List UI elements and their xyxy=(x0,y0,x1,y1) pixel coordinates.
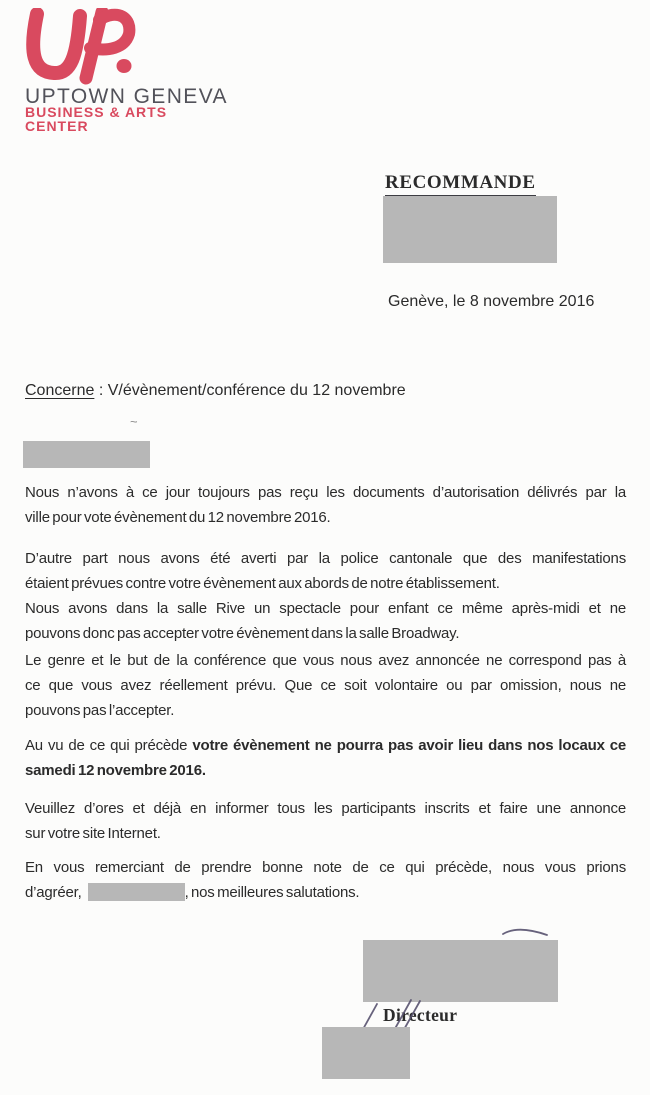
director-title: Directeur xyxy=(383,1005,458,1025)
subject-line xyxy=(25,380,406,402)
paragraph-documents xyxy=(25,480,626,530)
uptown-logo-icon xyxy=(24,8,136,88)
redacted-stamp xyxy=(322,1027,410,1079)
cancellation-bold-date: samedi 12 novembre 2016. xyxy=(25,762,206,779)
cancellation-lead: Au vu de ce qui précède xyxy=(25,737,188,754)
date-line: Genève, le 8 novembre 2016 xyxy=(388,293,595,310)
subject-label: Concerne xyxy=(25,382,95,399)
subject-text: : V/évènement/conférence du 12 novembre xyxy=(94,382,406,399)
paragraph-inform-participants xyxy=(25,796,626,846)
body-line: pouvons donc pas accepter votre évènement dans la salle Broadway. xyxy=(25,625,460,642)
body-line: Nous avons dans la salle Rive un spectacle pour enfant ce même après-midi et ne xyxy=(25,600,626,617)
paragraph-cancellation xyxy=(25,733,626,783)
body-line: ce que vous avez réellement prévu. Que ce soit volontaire ou par omission, nous ne xyxy=(25,677,626,694)
signature-strokes-icon xyxy=(355,925,565,1040)
org-name: UPTOWN GENEVA xyxy=(25,85,228,108)
body-line: Veuillez d’ores et déjà en informer tous les participants inscrits et faire une annonce xyxy=(25,800,626,817)
closing-after: , nos meilleures salutations. xyxy=(184,884,360,901)
body-line: étaient prévues contre votre évènement aux abords de notre établissement. xyxy=(25,575,500,592)
body-line: Nous n’avons à ce jour toujours pas reçu les documents d’autorisation délivrés par la xyxy=(25,484,626,501)
org-subtitle-business-arts: BUSINESS & ARTS xyxy=(25,104,168,120)
scan-stray-mark: ~ xyxy=(130,414,138,429)
closing-before: d’agréer, xyxy=(25,884,82,901)
body-line: D’autre part nous avons été averti par la police cantonale que des manifestations xyxy=(25,550,626,567)
redacted-recipient-address xyxy=(383,196,557,263)
redacted-recipient-title xyxy=(88,883,185,901)
paragraph-conference xyxy=(25,648,626,723)
body-line: En vous remerciant de prendre bonne note de ce qui précède, nous vous prions xyxy=(25,859,626,876)
paragraph-police xyxy=(25,546,626,646)
redacted-salutation-line xyxy=(23,441,150,468)
body-line: Le genre et le but de la conférence que vous nous avez annoncée ne correspond pas à xyxy=(25,652,626,669)
org-subtitle-center: CENTER xyxy=(25,118,89,134)
body-line xyxy=(25,733,626,758)
recommande-heading: RECOMMANDE xyxy=(385,172,536,197)
body-line: ville pour vote évènement du 12 novembre 2016. xyxy=(25,509,331,526)
cancellation-bold-text: votre évènement ne pourra pas avoir lieu dans nos locaux ce xyxy=(192,737,627,754)
body-line: sur votre site Internet. xyxy=(25,825,161,842)
body-line xyxy=(25,880,626,905)
body-line: pouvons pas l’accepter. xyxy=(25,702,175,719)
paragraph-closing xyxy=(25,855,626,905)
body-line xyxy=(25,758,626,783)
